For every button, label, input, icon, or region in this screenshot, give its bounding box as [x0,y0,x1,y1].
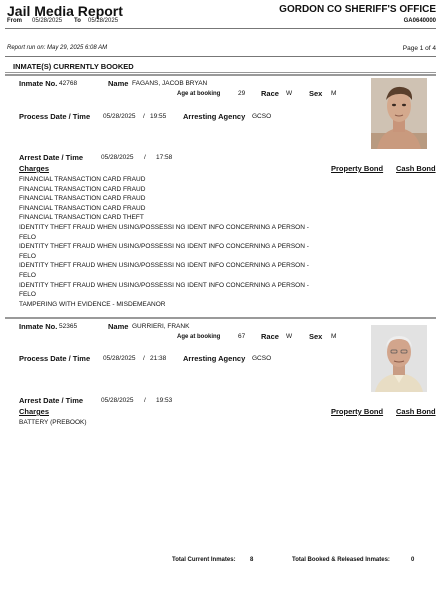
race-value: W [286,333,293,340]
inmate-record-bar [5,74,436,76]
arrest-date-label: Arrest Date / Time [19,153,84,162]
arrest-date-separator: / [144,154,146,161]
arresting-agency-label: Arresting Agency [183,354,246,363]
process-date-separator: / [143,113,145,120]
charge-item: IDENTITY THEFT FRAUD WHEN USING/POSSESSI NG IDENT INFO CONCERNING A PERSON - [19,262,309,270]
total-current-label: Total Current Inmates: [172,557,236,563]
age-value: 67 [238,333,246,340]
charge-item: FINANCIAL TRANSACTION CARD FRAUD [19,185,146,193]
process-date-value: 05/28/2025 [103,113,136,120]
arrest-date-value: 05/28/2025 [101,397,134,404]
race-value: W [286,90,293,97]
header-divider [5,28,436,29]
charge-item: IDENTITY THEFT FRAUD WHEN USING/POSSESSI NG IDENT INFO CONCERNING A PERSON - [19,281,309,289]
sex-value: M [331,90,337,97]
charge-item: FELO [19,291,36,299]
race-label: Race [261,332,279,341]
charges-header: Charges [19,164,50,173]
mugshot-photo [371,325,427,392]
inmate-name: GURRIERI, FRANK [132,323,190,330]
process-date-separator: / [143,355,145,362]
inmate-no-label: Inmate No. [19,322,58,331]
charge-item: FELO [19,252,36,260]
charges-header: Charges [19,407,50,416]
charge-item: FINANCIAL TRANSACTION CARD FRAUD [19,195,146,203]
process-time-value: 19:55 [150,113,167,120]
from-label: From [7,18,22,24]
charge-item: FINANCIAL TRANSACTION CARD THEFT [19,214,144,222]
name-label: Name [108,322,129,331]
age-label: Age at booking [177,334,221,340]
inmate-no-label: Inmate No. [19,79,58,88]
total-booked-value: 0 [411,557,415,563]
page-number: Page 1 of 4 [402,45,436,52]
report-run-timestamp: Report run on: May 29, 2025 6:08 AM [7,45,108,51]
section-divider-bottom [5,72,436,73]
to-date: 05/28/2025 [88,18,119,24]
inmate-no-value: 52365 [59,323,78,330]
process-date-label: Process Date / Time [19,112,91,121]
arrest-time-value: 17:58 [156,154,173,161]
charge-item: IDENTITY THEFT FRAUD WHEN USING/POSSESSI NG IDENT INFO CONCERNING A PERSON - [19,243,309,251]
arrest-time-value: 19:53 [156,397,173,404]
sex-label: Sex [309,332,323,341]
process-time-value: 21:38 [150,355,167,362]
inmate-no-value: 42768 [59,80,78,87]
total-current-value: 8 [250,557,254,563]
to-label: To [74,18,81,24]
age-value: 29 [238,90,246,97]
section-title: INMATE(S) CURRENTLY BOOKED [13,62,134,71]
total-booked-label: Total Booked & Released Inmates: [292,557,390,563]
agency-code: GA0640000 [403,18,436,24]
property-bond-header: Property Bond [331,164,384,173]
section-divider-top [5,56,436,57]
charge-item: FELO [19,233,36,241]
process-date-value: 05/28/2025 [103,355,136,362]
from-date: 05/28/2025 [32,18,63,24]
charge-item: BATTERY (PREBOOK) [19,419,87,426]
inmate-name: FAGANS, JACOB BRYAN [132,80,208,87]
arrest-date-value: 05/28/2025 [101,154,134,161]
sex-value: M [331,333,337,340]
age-label: Age at booking [177,91,221,97]
cash-bond-header: Cash Bond [396,407,436,416]
arrest-date-label: Arrest Date / Time [19,396,84,405]
charge-item: IDENTITY THEFT FRAUD WHEN USING/POSSESSI NG IDENT INFO CONCERNING A PERSON - [19,224,309,231]
name-label: Name [108,79,129,88]
process-date-label: Process Date / Time [19,354,91,363]
sex-label: Sex [309,89,323,98]
arresting-agency-label: Arresting Agency [183,112,246,121]
race-label: Race [261,89,279,98]
charge-item: TAMPERING WITH EVIDENCE - MISDEMEANOR [19,300,166,308]
cash-bond-header: Cash Bond [396,164,436,173]
charge-item: FELO [19,272,36,279]
arresting-agency-value: GCSO [252,113,272,120]
mugshot-photo [371,78,427,149]
charge-item: FINANCIAL TRANSACTION CARD FRAUD [19,204,146,212]
inmate-record-bar [5,317,436,319]
arresting-agency-value: GCSO [252,355,272,362]
report-title: Jail Media Report [7,3,123,19]
property-bond-header: Property Bond [331,407,384,416]
arrest-date-separator: / [144,397,146,404]
sheriff-office-name: GORDON CO SHERIFF'S OFFICE [279,4,436,15]
charge-item: FINANCIAL TRANSACTION CARD FRAUD [19,176,146,183]
